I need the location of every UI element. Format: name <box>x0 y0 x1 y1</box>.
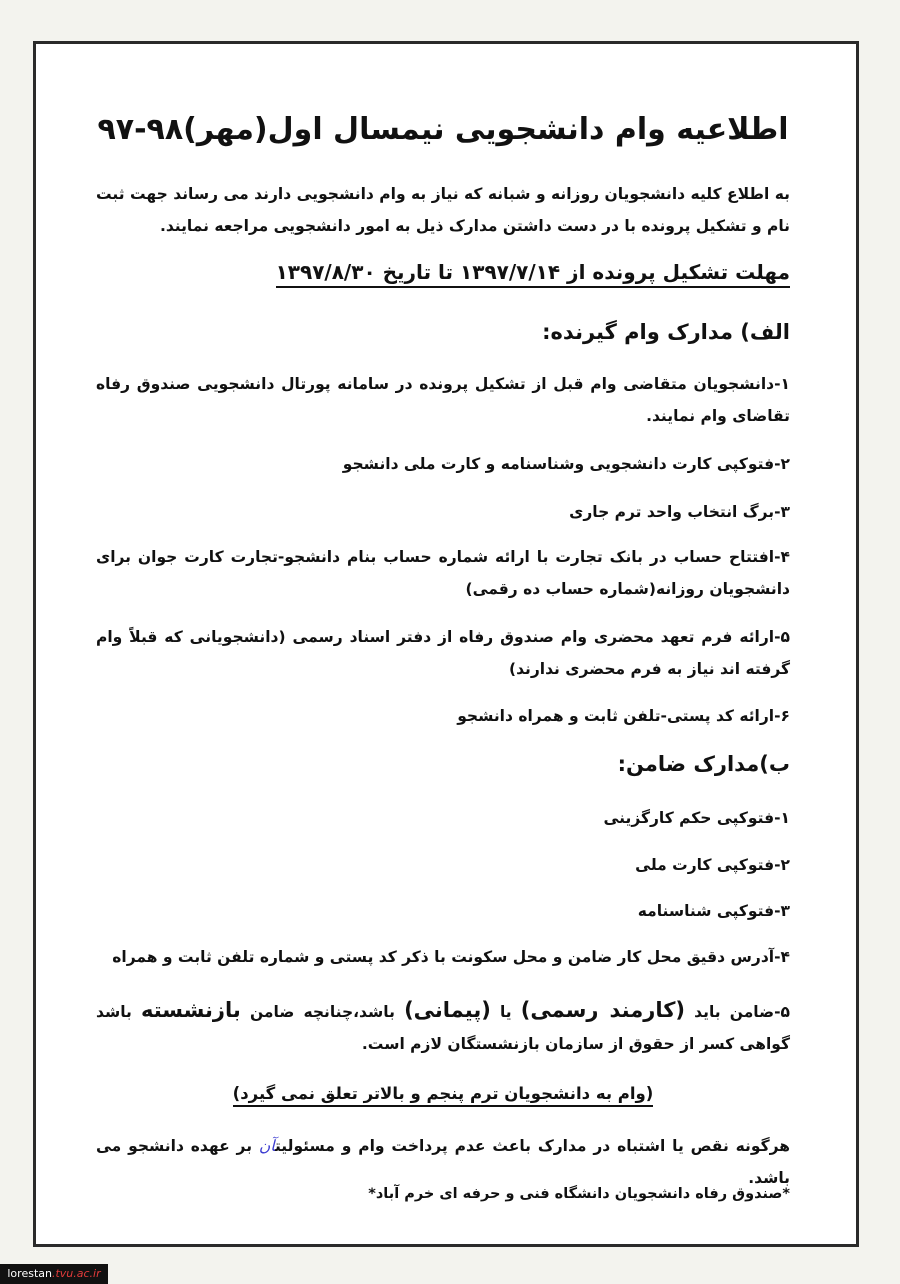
item5-part-3: یا <box>490 1003 521 1021</box>
responsibility-after: بر عهده دانشجو می باشد. <box>96 1137 790 1187</box>
responsibility-before: هرگونه نقص یا اشتباه در مدارک باعث عدم پرداخت وام و مسئولیت <box>274 1137 790 1155</box>
deadline-text: مهلت تشکیل پرونده از ۱۳۹۷/۷/۱۴ تا تاریخ ۱۳۹۷/۸/۳۰ <box>276 260 790 288</box>
item5-official-employee: (کارمند رسمی) <box>520 998 686 1022</box>
section-a-item-6: ۶-ارائه کد پستی-تلفن ثابت و همراه دانشجو <box>457 707 790 725</box>
site-watermark <box>0 1264 108 1284</box>
page-title: اطلاعیه وام دانشجویی نیمسال اول(مهر)۹۸-۹۷ <box>97 112 789 147</box>
section-b-item-3: ۳-فتوکپی شناسنامه <box>637 902 790 920</box>
section-b-item-1: ۱-فتوکپی حکم کارگزینی <box>603 809 790 827</box>
item5-part-5: باشد،چنانچه ضامن <box>240 1003 405 1021</box>
notice-content <box>96 44 790 1244</box>
eligibility-note <box>96 1084 790 1103</box>
section-a-item-3: ۳-برگ انتخاب واحد ترم جاری <box>569 503 790 521</box>
section-b-heading: ب)مدارک ضامن: <box>617 752 790 776</box>
handwritten-annotation: آن <box>258 1137 275 1155</box>
eligibility-note-text: (وام به دانشجویان ترم پنجم و بالاتر تعلق نمی گیرد) <box>233 1084 654 1107</box>
watermark-site: lorestan <box>7 1267 52 1280</box>
watermark-domain: .tvu.ac.ir <box>51 1267 101 1280</box>
section-a-item-4: ۴-افتتاح حساب در بانک تجارت با ارائه شماره حساب بنام دانشجو-تجارت کارت جوان برای دانشجویان روزانه(شماره حساب ده رقمی) <box>96 548 790 598</box>
item5-retired: بازنشسته <box>141 998 241 1022</box>
section-a-item-2: ۲-فتوکپی کارت دانشجویی وشناسنامه و کارت ملی دانشجو <box>342 455 790 473</box>
item5-part-7: باشد گواهی کسر از حقوق از سازمان بازنشستگان لازم است. <box>96 1003 790 1053</box>
section-b-item-2: ۲-فتوکپی کارت ملی <box>635 856 790 874</box>
section-a-heading: الف) مدارک وام گیرنده: <box>542 320 790 344</box>
notice-frame <box>33 41 859 1247</box>
signature-line: *صندوق رفاه دانشجویان دانشگاه فنی و حرفه ای خرم آباد* <box>368 1186 790 1202</box>
deadline-line <box>96 260 790 284</box>
section-b-item-5 <box>96 994 790 1060</box>
intro-paragraph: به اطلاع کلیه دانشجویان روزانه و شبانه که نیاز به وام دانشجویی دارند می رساند جهت ثبت نام و تشکیل پرونده با در دست داشتن مدارک ذیل به امور دانشجویی مراجعه نمایند. <box>96 185 790 235</box>
item5-part-1: ۵-ضامن باید <box>685 1003 790 1021</box>
section-a-item-1: ۱-دانشجویان متقاضی وام قبل از تشکیل پرونده در سامانه پورتال دانشجویی صندوق رفاه تقاضای وام نمایند. <box>96 375 790 425</box>
item5-contract-employee: (پیمانی) <box>404 998 491 1022</box>
section-b-item-4: ۴-آدرس دقیق محل کار ضامن و محل سکونت با ذکر کد پستی و شماره تلفن ثابت و همراه <box>112 948 790 966</box>
section-a-item-5: ۵-ارائه فرم تعهد محضری وام صندوق رفاه از دفتر اسناد رسمی (دانشجویانی که قبلاً وام گرفته اند نیاز به فرم محضری ندارند) <box>96 628 790 678</box>
